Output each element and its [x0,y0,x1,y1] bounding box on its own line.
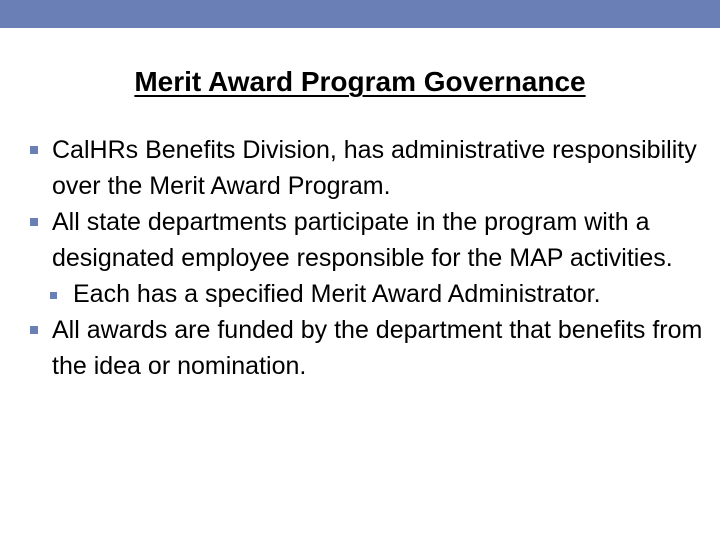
bullet-text: All state departments participate in the program with a designated employee responsible for the MAP activities. [52,208,673,272]
bullet-list [30,132,710,384]
square-bullet-icon [50,292,57,299]
bullet-item [30,204,710,276]
bullet-text: All awards are funded by the department that benefits from the idea or nomination. [52,316,703,380]
bullet-item [30,132,710,204]
bullet-text: CalHRs Benefits Division, has administrative responsibility over the Merit Award Program. [52,136,697,200]
sub-bullet-item [50,276,710,312]
square-bullet-icon [30,146,38,154]
square-bullet-icon [30,326,38,334]
bullet-item [30,312,710,384]
header-bar [0,0,720,28]
square-bullet-icon [30,218,38,226]
slide-title: Merit Award Program Governance [134,66,586,97]
sub-bullet-text: Each has a specified Merit Award Administrator. [73,280,601,308]
